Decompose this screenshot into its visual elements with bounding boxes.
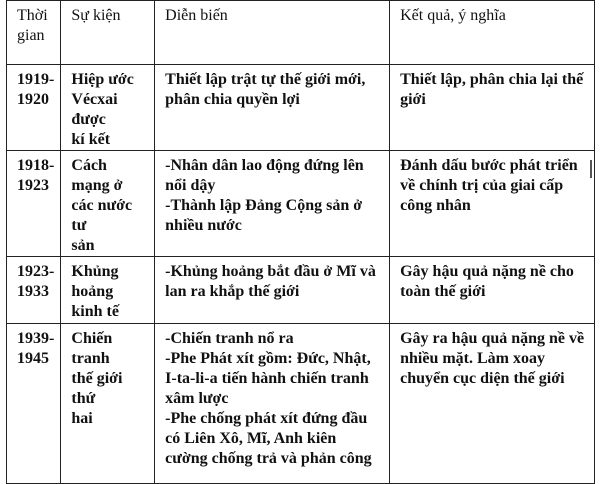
- cell-line: Khủng hoảng: [71, 263, 119, 300]
- cell-line: 1920: [17, 91, 49, 108]
- header-progress-line: Diễn biến: [165, 7, 228, 24]
- cell-progress: [155, 324, 390, 484]
- cell-line: Hiệp ước: [71, 71, 134, 88]
- cell-line: nhiều nước: [165, 217, 242, 234]
- header-time: [7, 1, 61, 65]
- table-row: [7, 324, 595, 484]
- cell-time: [7, 65, 61, 151]
- cell-line: Đánh dấu bước phát triển: [400, 157, 578, 174]
- cell-event: [61, 65, 155, 151]
- cell-time: [7, 324, 61, 484]
- cell-line: 1939-: [17, 330, 55, 347]
- cell-line: Thiết lập trật tự thế giới mới,: [165, 71, 366, 88]
- table-row: [7, 257, 595, 324]
- header-event-line: Sự kiện: [71, 7, 121, 24]
- cell-line: -Khủng hoảng bắt đầu ở Mĩ và: [165, 263, 376, 280]
- cell-line: công nhân: [400, 197, 471, 214]
- cell-line: kí kết: [71, 131, 111, 148]
- cell-line: -Phe chống phát xít đứng đầu: [165, 410, 368, 427]
- cell-line: Chiến tranh: [71, 330, 113, 367]
- header-time-line: gian: [17, 27, 45, 44]
- cell-line: có Liên Xô, Mĩ, Anh kiên: [165, 430, 337, 447]
- cell-event: [61, 151, 155, 257]
- cell-line: 1919-: [17, 71, 55, 88]
- header-time-line: Thời: [17, 7, 48, 24]
- cell-line: -Chiến tranh nổ ra: [165, 330, 294, 347]
- cell-line: I-ta-li-a tiến hành chiến tranh: [165, 370, 369, 387]
- cell-line: Vécxai được: [71, 91, 118, 128]
- cell-event: [61, 257, 155, 324]
- cell-line: Thiết lập, phân chia lại thế: [400, 71, 584, 88]
- cell-time: [7, 257, 61, 324]
- cell-line: -Phe Phát xít gồm: Đức, Nhật,: [165, 350, 371, 367]
- cell-result: [390, 151, 595, 257]
- header-result: [390, 1, 595, 65]
- cell-line: hai: [71, 410, 93, 427]
- cell-line: toàn thế giới: [400, 283, 486, 300]
- cell-line: kinh tế: [71, 303, 119, 320]
- cell-line: phân chia quyền lợi: [165, 91, 300, 108]
- cell-line: các nước tư: [71, 197, 133, 234]
- cell-progress: [155, 257, 390, 324]
- cell-result: [390, 65, 595, 151]
- table-row: [7, 65, 595, 151]
- cell-line: 1933: [17, 283, 49, 300]
- header-result-line: Kết quả, ý nghĩa: [400, 7, 506, 24]
- cell-line: 1945: [17, 350, 49, 367]
- cell-line: Gây ra hậu quả nặng nề về: [400, 330, 585, 347]
- cell-line: 1923: [17, 177, 49, 194]
- header-row: [7, 1, 595, 65]
- cell-time: [7, 151, 61, 257]
- cell-result: [390, 257, 595, 324]
- cell-progress: [155, 151, 390, 257]
- cell-line: sản: [71, 237, 95, 254]
- cell-progress: [155, 65, 390, 151]
- header-event: [61, 1, 155, 65]
- cell-line: -Nhân dân lao động đứng lên: [165, 157, 364, 174]
- cell-line: cường chống trả và phản công: [165, 450, 372, 467]
- cell-line: 1918-: [17, 157, 55, 174]
- cell-line: nổi dậy: [165, 177, 216, 194]
- cell-line: giới: [400, 91, 426, 108]
- cell-line: Gây hậu quả nặng nề cho: [400, 263, 574, 280]
- cell-event: [61, 324, 155, 484]
- cell-line: xâm lược: [165, 390, 229, 407]
- cell-line: lan ra khắp thế giới: [165, 283, 300, 300]
- history-events-table: [6, 0, 595, 484]
- cell-result: [390, 324, 595, 484]
- cell-line: chuyển cục diện thế giới: [400, 370, 565, 387]
- cell-line: Cách mạng ở: [71, 157, 123, 194]
- header-progress: [155, 1, 390, 65]
- cell-line: về chính trị của giai cấp: [400, 177, 564, 194]
- cell-line: thế giới thứ: [71, 370, 123, 407]
- text-cursor-marker: [590, 160, 592, 178]
- table-row: [7, 151, 595, 257]
- cell-line: nhiều mặt. Làm xoay: [400, 350, 545, 367]
- cell-line: -Thành lập Đảng Cộng sản ở: [165, 197, 363, 214]
- cell-line: 1923-: [17, 263, 55, 280]
